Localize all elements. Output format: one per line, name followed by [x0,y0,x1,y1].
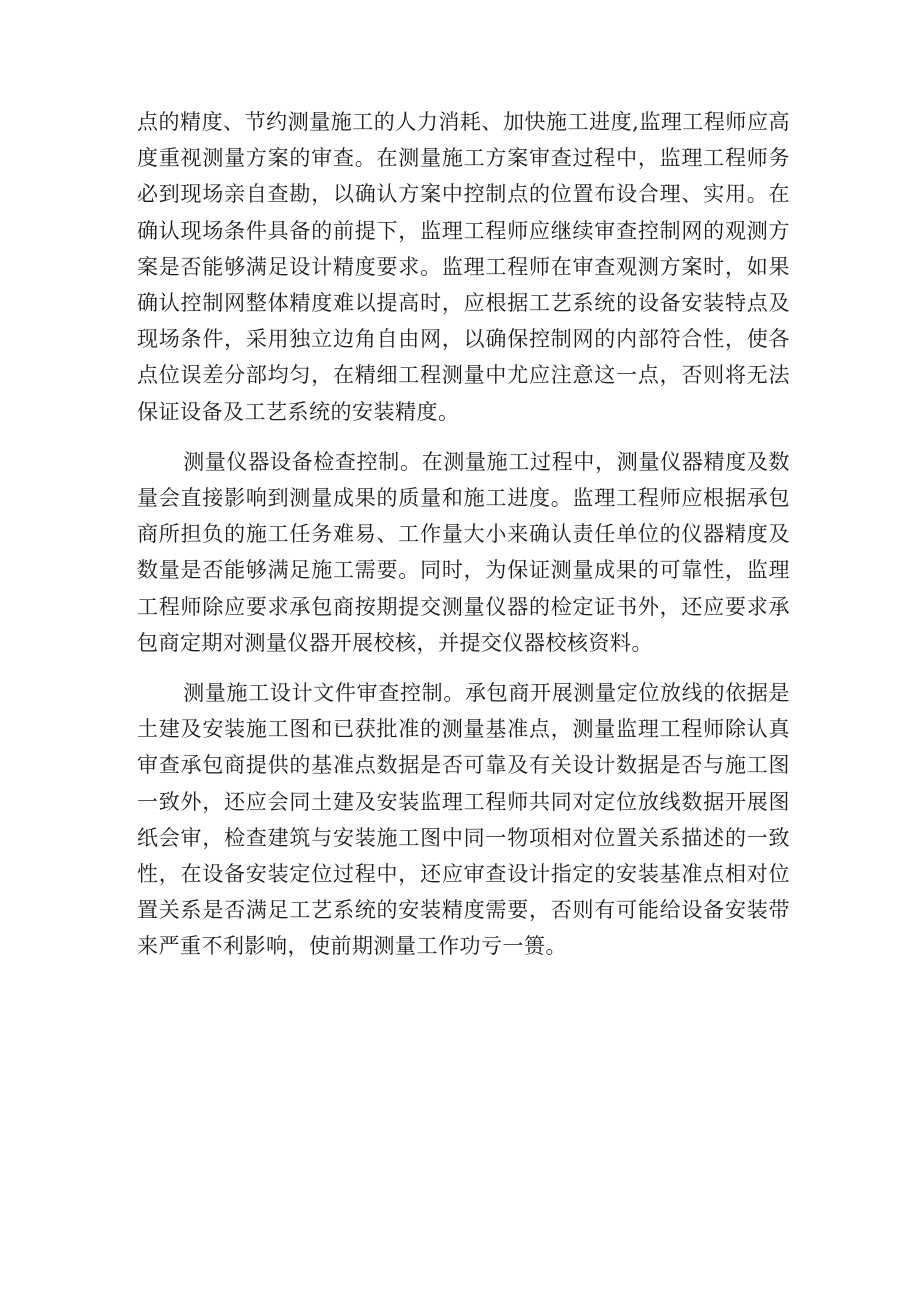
paragraph-survey-plan-review: 点的精度、节约测量施工的人力消耗、加快施工进度,监理工程师应高度重视测量方案的审查。在测量施工方案审查过程中，监理工程师务必到现场亲自查勘，以确认方案中控制点的位置布设合理、实用。在确认现场条件具备的前提下，监理工程师应继续审查控制网的观测方案是否能够满足设计精度要求。监理工程师在审查观测方案时，如果确认控制网整体精度难以提高时，应根据工艺系统的设备安装特点及现场条件，采用独立边角自由网，以确保控制网的内部符合性，使各点位误差分部均匀，在精细工程测量中尤应注意这一点，否则将无法保证设备及工艺系统的安装精度。 [137,110,790,424]
document-page [137,104,790,965]
paragraph-design-document-review: 测量施工设计文件审查控制。承包商开展测量定位放线的依据是土建及安装施工图和已获批准的测量基准点，测量监理工程师除认真审查承包商提供的基准点数据是否可靠及有关设计数据是否与施工图一致外，还应会同土建及安装监理工程师共同对定位放线数据开展图纸会审，检查建筑与安装施工图中同一物项相对位置关系描述的一致性，在设备安装定位过程中，还应审查设计指定的安装基准点相对位置关系是否满足工艺系统的安装精度需要，否则有可能给设备安装带来严重不利影响，使前期测量工作功亏一篑。 [137,681,790,959]
paragraph-instrument-inspection: 测量仪器设备检查控制。在测量施工过程中，测量仪器精度及数量会直接影响到测量成果的质量和施工进度。监理工程师应根据承包商所担负的施工任务难易、工作量大小来确认责任单位的仪器精度及数量是否能够满足施工需要。同时，为保证测量成果的可靠性，监理工程师除应要求承包商按期提交测量仪器的检定证书外，还应要求承包商定期对测量仪器开展校核，并提交仪器校核资料。 [137,449,790,655]
